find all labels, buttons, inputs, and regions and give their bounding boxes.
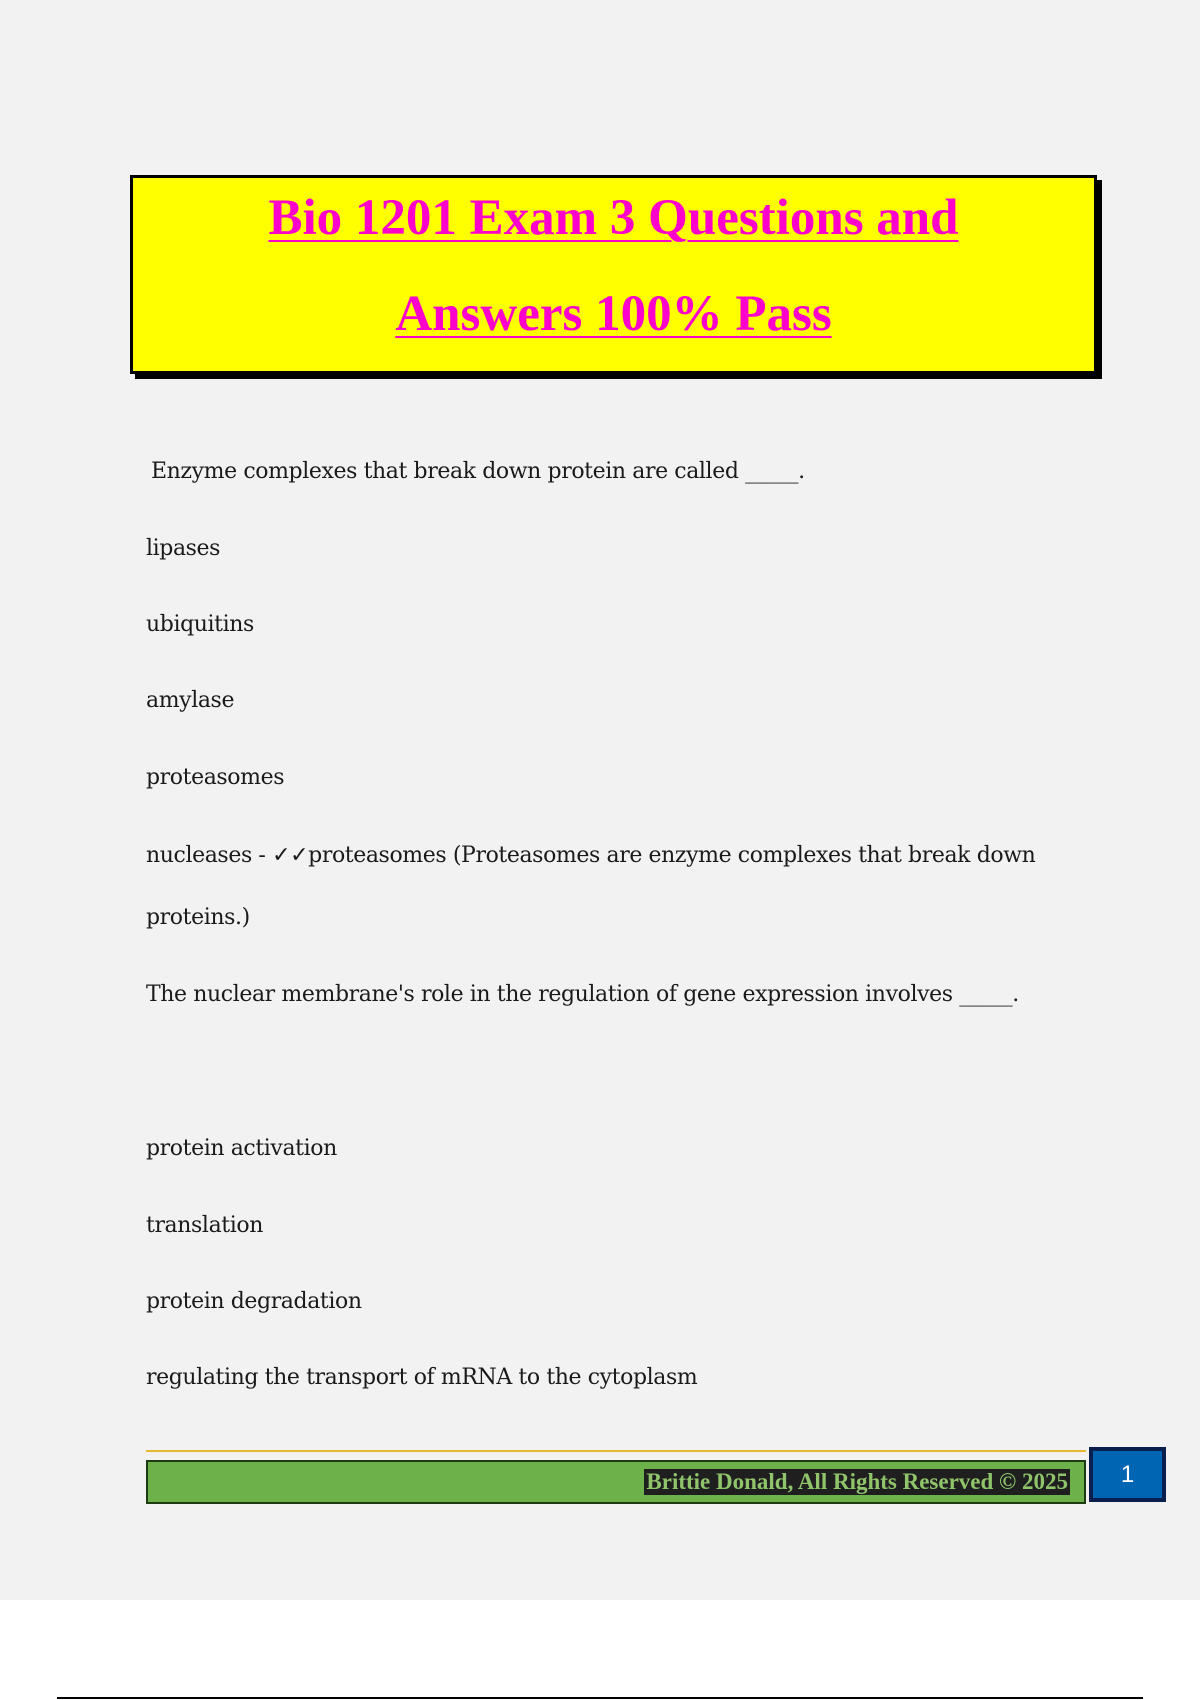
q2-option-1: protein activation [146, 1136, 337, 1161]
page-bottom-divider [57, 1697, 1143, 1699]
q1-option-5-with-answer [146, 842, 1035, 870]
document-title-line-1: Bio 1201 Exam 3 Questions and [268, 190, 959, 246]
q1-option-2: ubiquitins [146, 612, 254, 637]
double-check-icon: ✓✓ [272, 843, 309, 868]
question-1-text: Enzyme complexes that break down protein are called _____. [151, 459, 805, 484]
title-banner [130, 175, 1097, 374]
q2-option-3: protein degradation [146, 1289, 362, 1314]
q1-option-3: amylase [146, 688, 235, 713]
question-2-text: The nuclear membrane's role in the regulation of gene expression involves _____. [146, 982, 1019, 1007]
q1-option-1: lipases [146, 536, 221, 561]
q2-option-2: translation [146, 1213, 263, 1238]
q2-option-4: regulating the transport of mRNA to the cytoplasm [146, 1365, 698, 1390]
footer-bar [146, 1460, 1086, 1504]
q1-option-5: nucleases - [146, 843, 273, 868]
footer-copyright: Brittie Donald, All Rights Reserved © 2025 [646, 1469, 1068, 1494]
q1-answer: proteasomes (Proteasomes are enzyme complexes that break down [308, 843, 1036, 868]
document-title-line-2: Answers 100% Pass [395, 286, 832, 342]
q1-option-4: proteasomes [146, 765, 285, 790]
footer-divider [146, 1450, 1086, 1452]
page-number: 1 [1089, 1447, 1166, 1502]
q1-answer-continued: proteins.) [146, 905, 250, 930]
